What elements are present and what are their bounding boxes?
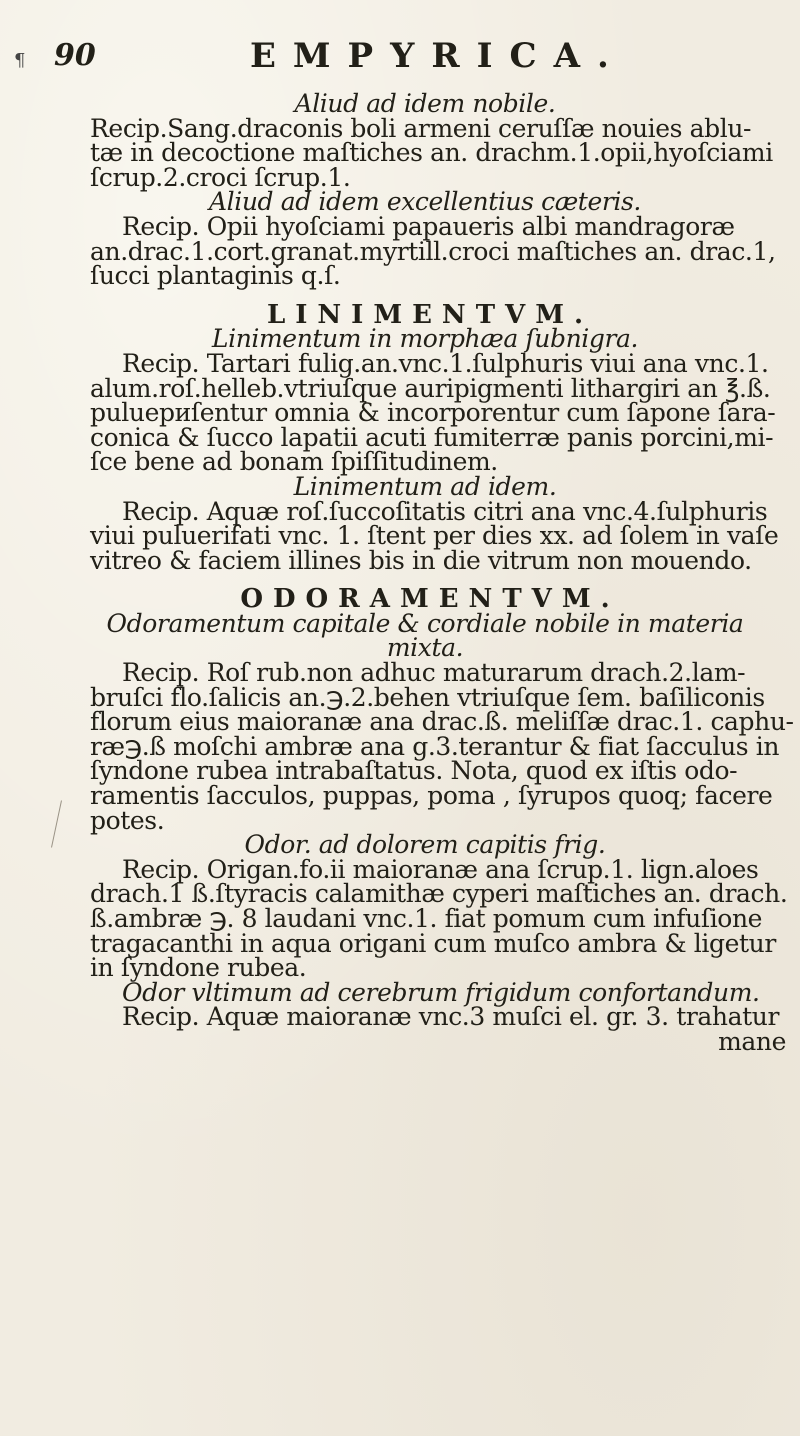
text-line: drach.1 ß.ſtyracis calamithæ cyperi maſtiches an. drach. — [90, 879, 788, 909]
text-line: Recip. Aquæ maioranæ vnc.3 muſci el. gr. 3. trahatur — [122, 1002, 779, 1032]
recipe-title: Odoramentum capitale & cordiale nobile in materia — [106, 608, 744, 638]
text-line: Recip. Tartari fulig.an.vnc.1.ſulphuris viui ana vnc.1. — [122, 348, 769, 378]
text-line: ſyndone rubea intrabaſtatus. Nota, quod ex iſtis odo- — [90, 756, 738, 786]
text-line: puluериſentur omnia & incorporentur cum ſapone ſara- — [90, 398, 776, 428]
text-line: in ſyndone rubea. — [90, 953, 307, 983]
text-line: ſce bene ad bonam ſpiſſitudinem. — [90, 447, 498, 477]
text-line: ſucci plantaginis q.ſ. — [90, 261, 341, 291]
recipe-title: mixta. — [386, 633, 464, 663]
text-line: ſcrup.2.croci ſcrup.1. — [90, 162, 351, 192]
running-head: EMPYRICA. — [250, 36, 626, 76]
recipe-title: Aliud ad idem nobile. — [294, 89, 556, 118]
text-line: mane — [718, 1026, 786, 1056]
text-line: ramentis ſacculos, puppas, poma , ſyrupos quoq; facere — [90, 781, 773, 811]
recipe-title: Odor. ad dolorem capitis frig. — [244, 830, 606, 860]
recipe-title: Linimentum ad idem. — [293, 471, 557, 501]
text-line: Recip. Aquæ roſ.ſuccoſitatis citri ana vnc.4.ſulphuris — [122, 496, 768, 526]
text-line: an.drac.1.cort.granat.myrtill.croci maſtiches an. drac.1, — [90, 236, 776, 266]
text-line: viui puluerifati vnc. 1. ſtent per dies xx. ad ſolem in vaſe — [90, 521, 779, 551]
text-line: Recip.Sang.draconis boli armeni ceruſſæ nouies ablu- — [90, 113, 752, 143]
page-number: 90 — [54, 38, 96, 73]
section-heading: LINIMENTVM. — [266, 299, 594, 330]
text-line: conica & ſucco lapatii acuti fumiterræ panis porcini,mi- — [90, 422, 774, 452]
text-line: ræ℈.ß moſchi ambræ ana g.3.terantur & fiat ſacculus in — [90, 731, 780, 761]
section-heading: ODORAMENTVM. — [240, 584, 620, 615]
text-line: tæ in decoctione maſtiches an. drachm.1.opii,hyoſciami — [90, 138, 773, 168]
text-line: Recip. Origan.fo.ii maioranæ ana ſcrup.1. lign.aloes — [122, 854, 759, 884]
recipe-title: Aliud ad idem excellentius cæteris. — [209, 187, 641, 217]
text-line: alum.roſ.helleb.vtriuſque auripigmenti lithargiri an ℥.ß. — [90, 373, 771, 403]
text-line: Odor vltimum ad cerebrum frigidum confortandum. — [122, 977, 760, 1007]
recipe-title: Linimentum in morphæa ſubnigra. — [211, 324, 639, 354]
text-line: Recip. Roſ rub.non adhuc maturarum drach.2.lam- — [122, 658, 746, 688]
text-line: tragacanthi in aqua origani cum muſco ambra & ligetur — [90, 928, 776, 958]
text-line: vitreo & faciem illines bis in die vitrum non mouendo. — [90, 545, 752, 575]
page-mark: ¶ — [14, 50, 26, 71]
text-line: ß.ambræ ℈. 8 laudani vnc.1. fiat pomum cum infuſione — [90, 904, 763, 933]
margin-rule — [51, 800, 62, 847]
text-line: Recip. Opii hyoſciami papaueris albi mandragoræ — [122, 211, 735, 241]
text-line: florum eius maioranæ ana drac.ß. meliſſæ drac.1. caphu- — [90, 707, 794, 737]
text-line: potes. — [90, 805, 165, 835]
text-line: bruſci flo.ſalicis an.℈.2.behen vtriuſque ſem. baſiliconis — [90, 682, 765, 712]
page-header — [0, 30, 800, 90]
body-text — [90, 89, 794, 1056]
